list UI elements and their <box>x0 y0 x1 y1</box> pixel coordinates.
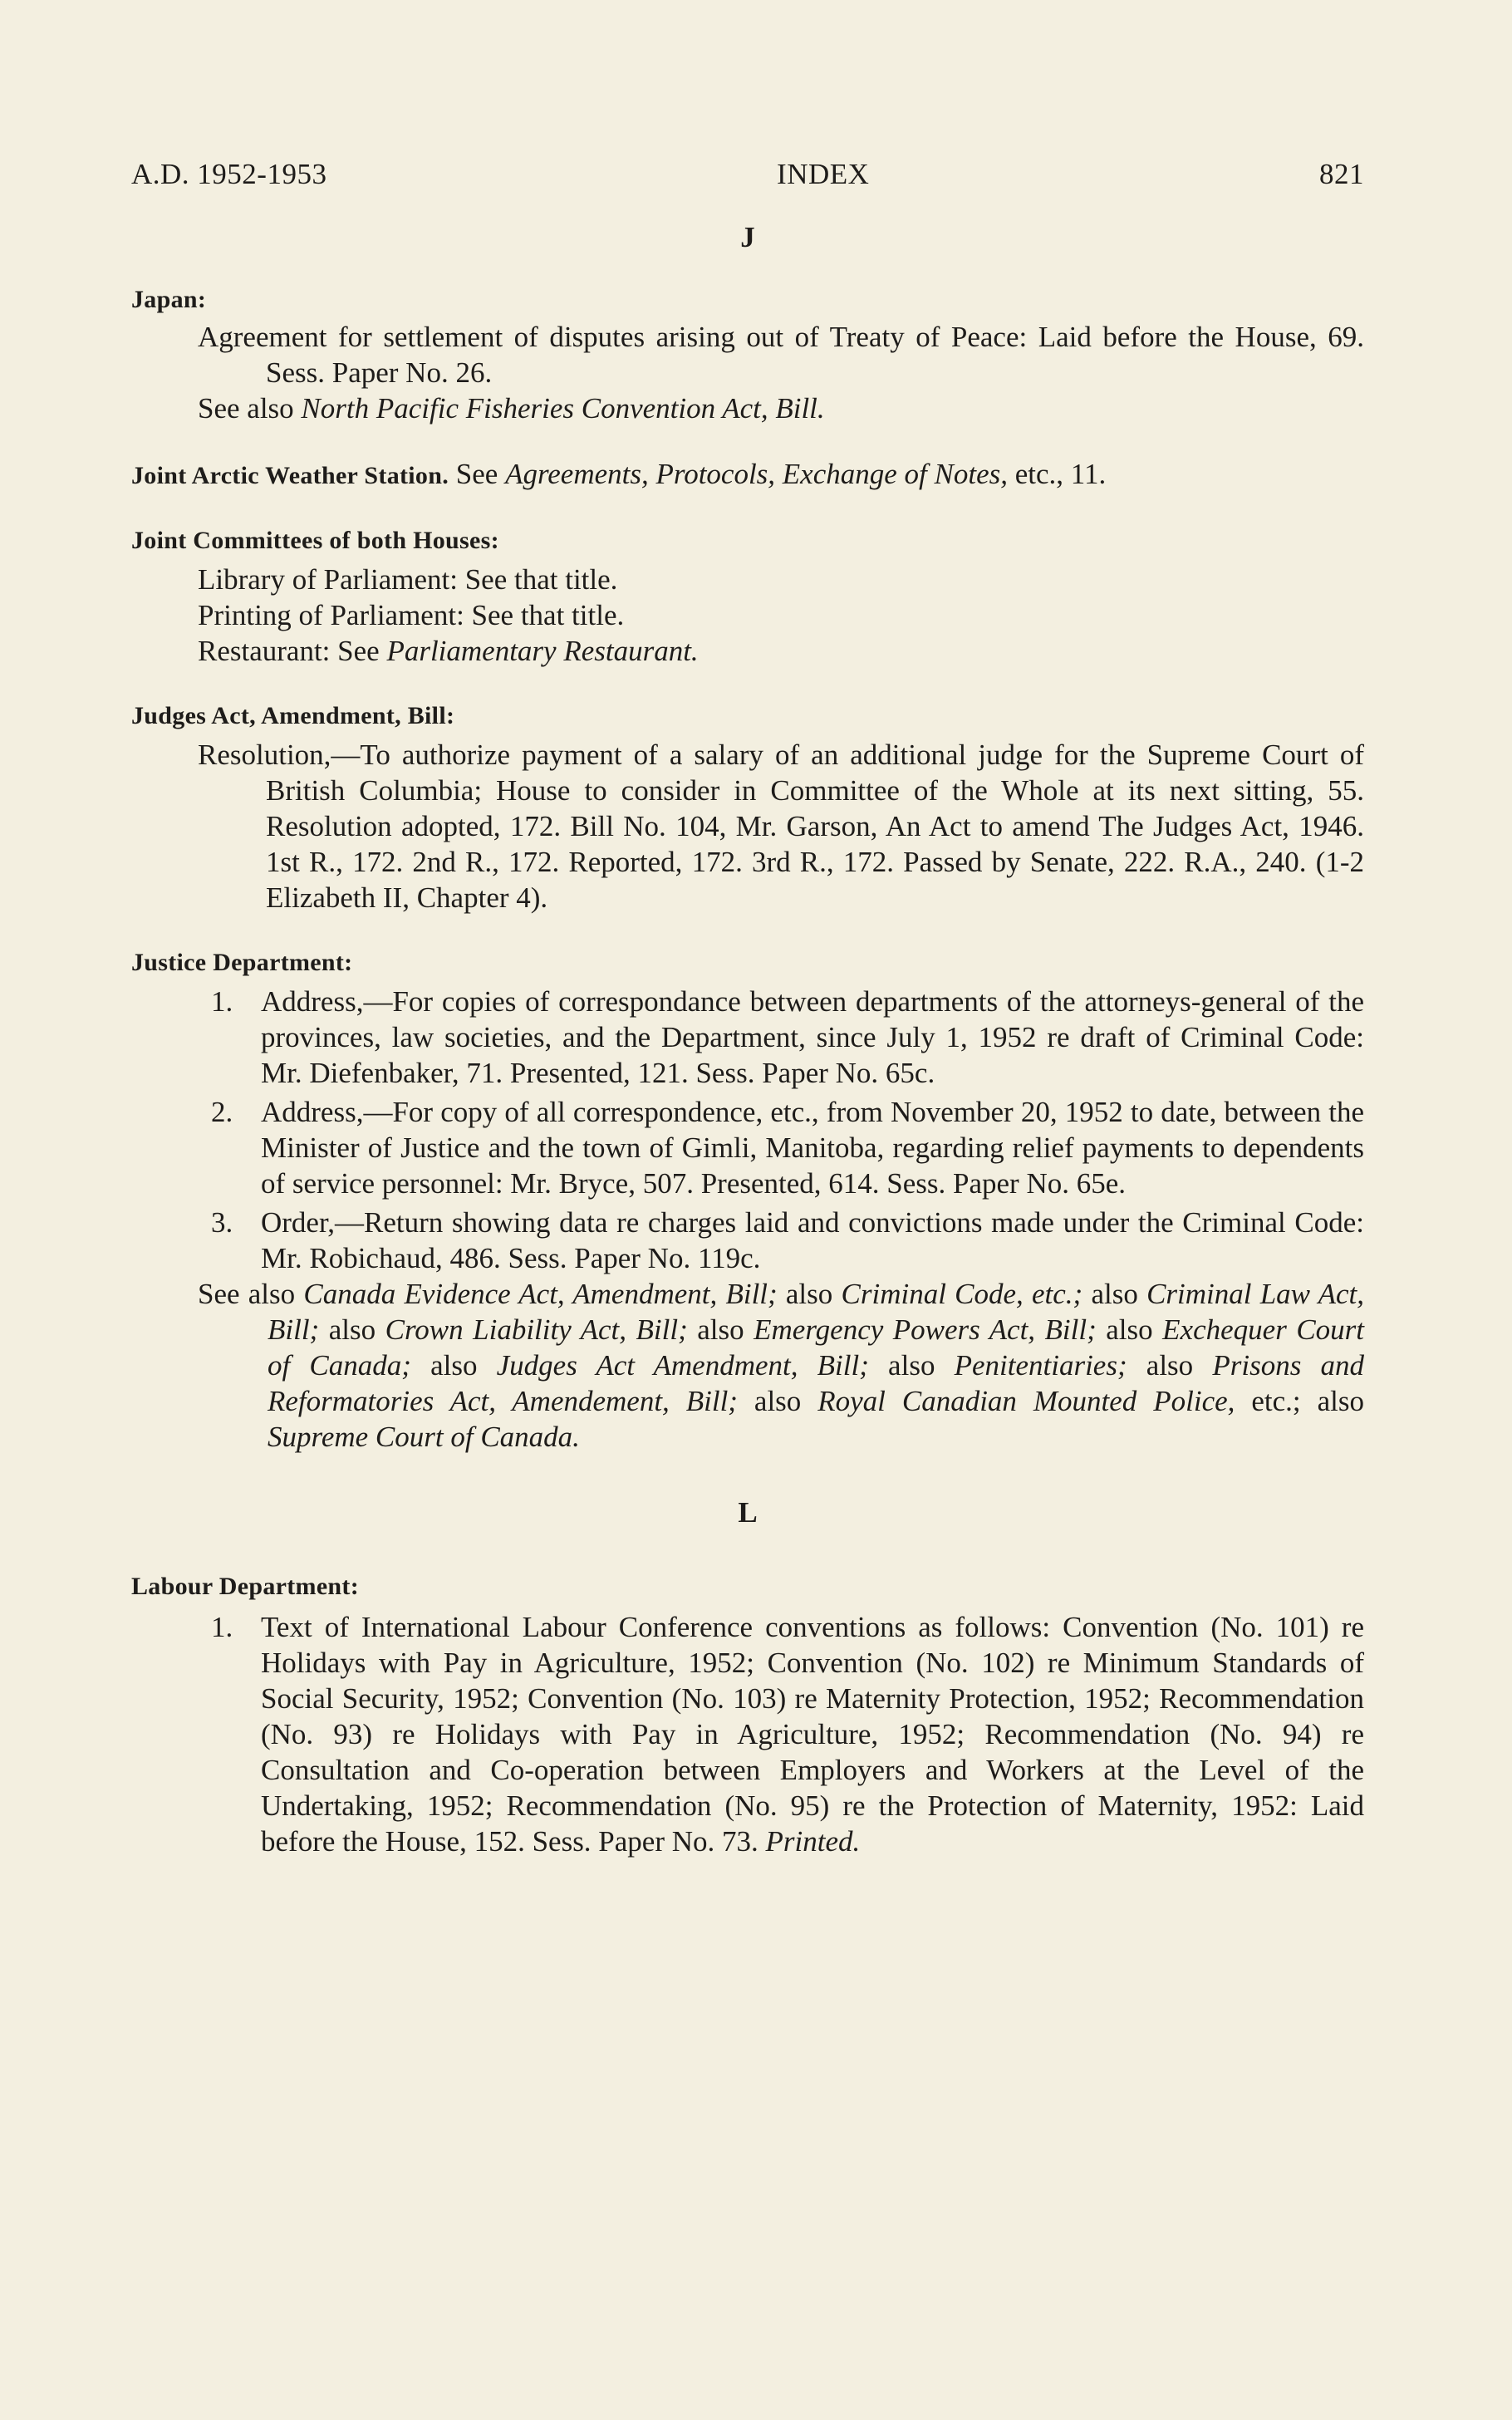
header-years: A.D. 1952-1953 <box>131 158 327 190</box>
header-title: INDEX <box>777 158 870 190</box>
entry-line: Restaurant: See Parliamentary Restaurant. <box>198 635 699 667</box>
section-letter-l: L <box>738 1496 758 1529</box>
index-page <box>131 158 1364 1859</box>
section-letter-j: J <box>740 221 755 253</box>
entry-labour-department <box>131 1573 1364 1859</box>
see-also-line: See also Canada Evidence Act, Amendment, Bill; also Criminal Code, etc.; also Criminal Law Act, Bill; also Crown Liability Act, Bill; also Emergency Powers Act, Bill; also Exchequer Court of Canada; also Judges Act Amendment, Bill; also Penitentiaries; also Prisons and Reformatories Act, Amendement, Bill; also Royal Canadian Mounted Police, etc.; also Supreme Court of Canada. <box>198 1278 1365 1453</box>
list-item: 1. Address,—For copies of correspondance between departments of the attorneys-general of the provinces, law societies, and the Department, since July 1, 1952 re draft of Criminal Code: Mr. Diefenbaker, 71. Presented, 121. Sess. Paper No. 65c. <box>211 985 1364 1089</box>
entry-justice-department <box>131 949 1364 1455</box>
entry-heading: Judges Act, Amendment, Bill: <box>131 702 455 729</box>
running-head <box>131 158 1364 191</box>
see-also-line: See also North Pacific Fisheries Convention Act, Bill. <box>198 392 825 425</box>
entry-line: Resolution,—To authorize payment of a salary of an additional judge for the Supreme Court of British Columbia; House to consider in Committee of the Whole at its next sitting, 55. Resolution adopted, 172. Bill No. 104, Mr. Garson, An Act to amend The Judges Act, 1946. 1st R., 172. 2nd R., 172. Reported, 172. 3rd R., 172. Passed by Senate, 222. R.A., 240. (1-2 Elizabeth II, Chapter 4). <box>198 739 1364 914</box>
entry-joint-committees <box>131 527 1364 669</box>
entry-line: Agreement for settlement of disputes arising out of Treaty of Peace: Laid before the House, 69. Sess. Paper No. 26. <box>198 321 1364 389</box>
entry-line: Printing of Parliament: See that title. <box>198 599 625 631</box>
entry-heading: Joint Committees of both Houses: <box>131 527 499 554</box>
list-item: 2. Address,—For copy of all correspondence, etc., from November 20, 1952 to date, between the Minister of Justice and the town of Gimli, Manitoba, regarding relief payments to dependents of service personnel: Mr. Bryce, 507. Presented, 614. Sess. Paper No. 65e. <box>211 1096 1364 1200</box>
entry-heading: Joint Arctic Weather Station. <box>131 462 449 489</box>
entry-heading: Justice Department: <box>131 949 353 976</box>
entry-heading: Labour Department: <box>131 1573 359 1600</box>
entry-joint-arctic: Joint Arctic Weather Station. See Agreements, Protocols, Exchange of Notes, etc., 11. <box>131 458 1107 490</box>
entry-heading: Japan: <box>131 286 207 313</box>
page-number: 821 <box>1319 158 1364 190</box>
list-item: 3. Order,—Return showing data re charges laid and convictions made under the Criminal Code: Mr. Robichaud, 486. Sess. Paper No. 119c. <box>211 1206 1364 1274</box>
list-item: 1. Text of International Labour Conference conventions as follows: Convention (No. 101) re Holidays with Pay in Agriculture, 1952; Convention (No. 102) re Minimum Standards of Social Security, 1952; Convention (No. 103) re Maternity Protection, 1952; Recommendation (No. 93) re Holidays with Pay in Agriculture, 1952; Recommendation (No. 94) re Consultation and Co-operation between Employers and Workers at the Level of the Undertaking, 1952; Recommendation (No. 95) re the Protection of Maternity, 1952: Laid before the House, 152. Sess. Paper No. 73. Printed. <box>211 1611 1364 1858</box>
entry-judges-act <box>131 702 1364 915</box>
entry-line: Library of Parliament: See that title. <box>198 563 618 596</box>
entry-japan <box>131 286 1364 426</box>
